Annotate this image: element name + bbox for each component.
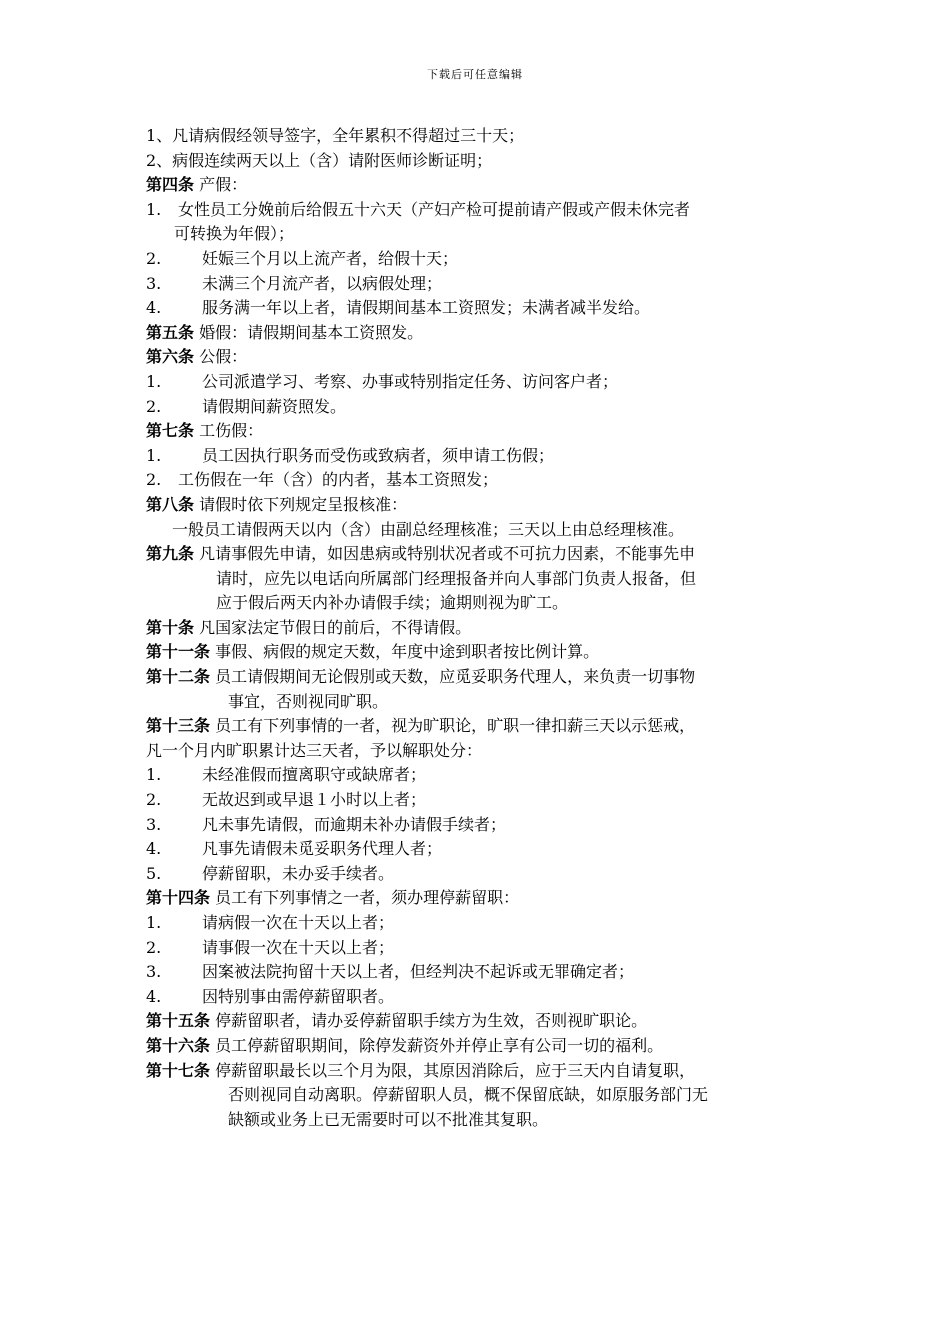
line-text: 2、病假连续两天以上（含）请附医师诊断证明； — [146, 150, 493, 170]
article-title: 第十三条 — [146, 716, 211, 736]
list-number: 5. — [146, 863, 162, 883]
document-line — [146, 468, 811, 493]
line-text: 1、凡请病假经领导签字，全年累积不得超过三十天； — [146, 126, 525, 145]
line-text: 请假时依下列规定呈报核准： — [194, 494, 408, 514]
line-text: 停薪留职者，请办妥停薪留职手续方为生效，否则视旷职论。 — [210, 1011, 648, 1031]
line-text: 妊娠三个月以上流产者，给假十天； — [202, 248, 459, 268]
document-line — [146, 714, 811, 739]
document-line — [146, 911, 811, 936]
line-text: 工伤假： — [194, 421, 264, 441]
list-number: 2. — [146, 248, 162, 268]
document-line — [146, 222, 811, 247]
line-text: 婚假：请假期间基本工资照发。 — [194, 322, 424, 342]
document-line — [146, 247, 811, 272]
article-title: 第十四条 — [146, 888, 211, 908]
article-title: 第七条 — [146, 421, 195, 441]
article-title: 第十一条 — [146, 642, 211, 662]
document-line — [146, 419, 811, 444]
article-title: 第四条 — [146, 175, 195, 195]
document-line — [146, 296, 811, 321]
document-line — [146, 763, 811, 788]
document-line — [146, 567, 811, 592]
list-number: 4. — [146, 298, 162, 318]
document-line — [146, 124, 811, 149]
line-text: 未经准假而擅离职守或缺席者； — [202, 765, 427, 785]
document-line — [146, 960, 811, 985]
document-line — [146, 1108, 811, 1133]
article-title: 第十六条 — [146, 1035, 211, 1055]
document-line — [146, 345, 811, 370]
document-line — [146, 1059, 811, 1084]
document-line — [146, 1083, 811, 1108]
document-line — [146, 591, 811, 616]
list-number: 1. — [146, 199, 162, 219]
line-text: 停薪留职，未办妥手续者。 — [202, 863, 395, 883]
line-text: 凡未事先请假，而逾期未补办请假手续者； — [202, 814, 507, 834]
line-text: 未满三个月流产者，以病假处理； — [202, 273, 443, 293]
article-title: 第十条 — [146, 617, 195, 637]
line-text: 工伤假在一年（含）的内者，基本工资照发； — [178, 470, 499, 490]
document-line — [146, 395, 811, 420]
document-line — [146, 149, 811, 174]
document-line — [146, 813, 811, 838]
document-line — [146, 739, 811, 764]
document-line — [146, 862, 811, 887]
line-text: 可转换为年假）； — [174, 224, 295, 244]
line-text: 因案被法院拘留十天以上者，但经判决不起诉或无罪确定者； — [202, 962, 635, 982]
document-line — [146, 690, 811, 715]
document-line — [146, 370, 811, 395]
article-title: 第十七条 — [146, 1060, 211, 1080]
list-number: 1. — [146, 913, 162, 932]
line-text: 请假期间薪资照发。 — [202, 396, 347, 416]
article-title: 第十二条 — [146, 667, 211, 687]
page-header: 下载后可任意编辑 — [427, 68, 523, 81]
line-text: 凡国家法定节假日的前后，不得请假。 — [194, 617, 472, 637]
line-text: 请事假一次在十天以上者； — [202, 937, 395, 957]
list-number: 2. — [146, 470, 162, 490]
article-title: 第五条 — [146, 322, 195, 342]
document-line — [146, 640, 811, 665]
list-number: 3. — [146, 814, 162, 834]
article-title: 第六条 — [146, 347, 195, 367]
list-number: 2. — [146, 790, 162, 810]
document-line — [146, 173, 811, 198]
list-number: 4. — [146, 986, 162, 1006]
document-line — [146, 321, 811, 346]
document-line — [146, 665, 811, 690]
article-title: 第八条 — [146, 494, 195, 514]
list-number: 1. — [146, 765, 162, 785]
line-text: 一般员工请假两天以内（含）由副总经理核准；三天以上由总经理核准。 — [172, 519, 685, 539]
document-line — [146, 886, 811, 911]
document-line — [146, 518, 811, 543]
document-line — [146, 985, 811, 1010]
document-line — [146, 1034, 811, 1059]
document-line — [146, 1009, 811, 1034]
document-line — [146, 542, 811, 567]
line-text: 请病假一次在十天以上者； — [202, 913, 395, 932]
line-text: 否则视同自动离职。停薪留职人员，概不保留底缺，如原服务部门无 — [228, 1085, 709, 1105]
line-text: 停薪留职最长以三个月为限，其原因消除后，应于三天内自请复职， — [210, 1060, 696, 1080]
document-line — [146, 788, 811, 813]
line-text: 产假： — [194, 175, 248, 195]
line-text: 凡一个月内旷职累计达三天者，予以解职处分： — [146, 740, 483, 760]
list-number: 1. — [146, 445, 162, 465]
line-text: 请时，应先以电话向所属部门经理报备并向人事部门负责人报备，但 — [216, 568, 697, 588]
list-number: 4. — [146, 839, 162, 859]
list-number: 2. — [146, 396, 162, 416]
line-text: 凡事先请假未觅妥职务代理人者； — [202, 839, 443, 859]
line-text: 事假、病假的规定天数，年度中途到职者按比例计算。 — [210, 642, 600, 662]
line-text: 服务满一年以上者，请假期间基本工资照发；未满者减半发给。 — [202, 298, 651, 318]
document-body — [146, 124, 811, 1132]
line-text: 公司派遣学习、考察、办事或特别指定任务、访问客户者； — [202, 371, 619, 391]
list-number: 1. — [146, 371, 162, 391]
line-text: 缺额或业务上已无需要时可以不批准其复职。 — [228, 1109, 549, 1129]
line-text: 无故迟到或早退１小时以上者； — [202, 790, 427, 810]
document-line — [146, 837, 811, 862]
line-text: 应于假后两天内补办请假手续；逾期则视为旷工。 — [216, 593, 569, 613]
line-text: 事宜，否则视同旷职。 — [228, 691, 389, 711]
line-text: 因特别事由需停薪留职者。 — [202, 986, 395, 1006]
document-line — [146, 444, 811, 469]
list-number: 3. — [146, 962, 162, 982]
line-text: 员工有下列事情之一者，须办理停薪留职： — [210, 888, 520, 908]
list-number: 3. — [146, 273, 162, 293]
line-text: 员工停薪留职期间，除停发薪资外并停止享有公司一切的福利。 — [210, 1035, 664, 1055]
document-line — [146, 198, 811, 223]
document-line — [146, 616, 811, 641]
line-text: 员工因执行职务而受伤或致病者，须申请工伤假； — [202, 445, 555, 465]
document-line — [146, 272, 811, 297]
line-text: 凡请事假先申请，如因患病或特别状况者或不可抗力因素，不能事先申 — [194, 544, 696, 564]
line-text: 员工有下列事情的一者，视为旷职论，旷职一律扣薪三天以示惩戒， — [210, 716, 696, 736]
line-text: 公假： — [194, 347, 248, 367]
article-title: 第九条 — [146, 544, 195, 564]
article-title: 第十五条 — [146, 1011, 211, 1031]
list-number: 2. — [146, 937, 162, 957]
line-text: 员工请假期间无论假別或天数，应觅妥职务代理人，来负责一切事物 — [210, 667, 696, 687]
document-line — [146, 936, 811, 961]
document-line — [146, 493, 811, 518]
line-text: 女性员工分娩前后给假五十六天（产妇产检可提前请产假或产假未休完者 — [178, 199, 691, 219]
